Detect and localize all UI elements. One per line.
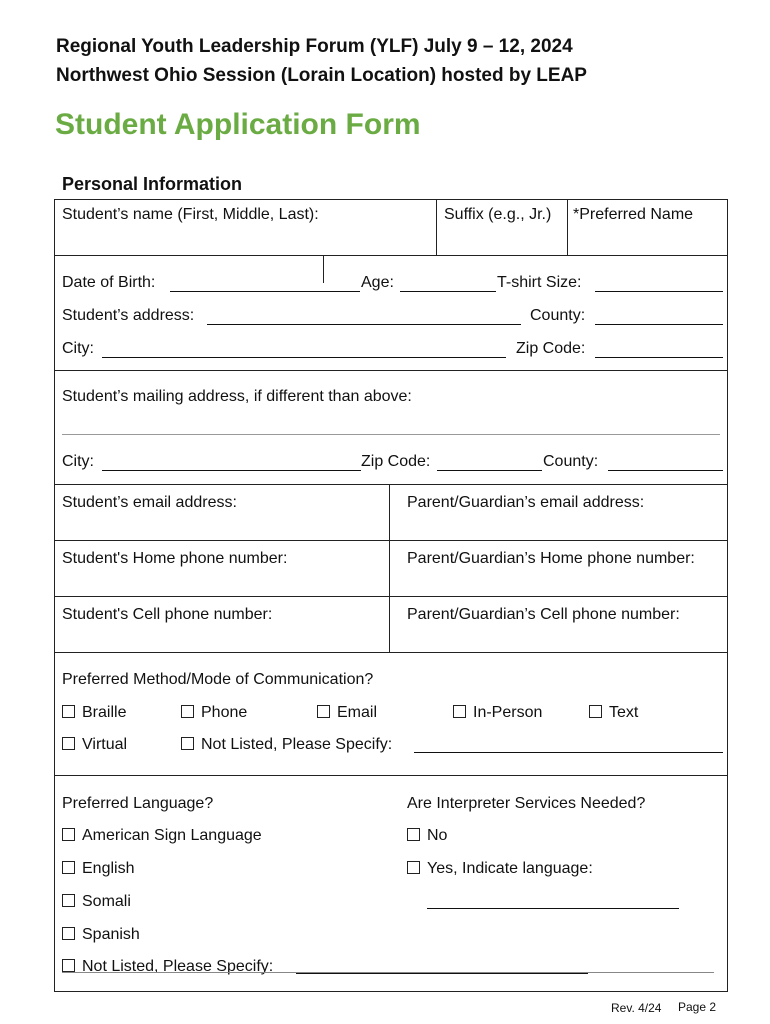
option-label: Yes, Indicate language:: [427, 860, 593, 877]
mailing-city-label: City:: [62, 453, 94, 470]
mailing-address-label: Student’s mailing address, if different than above:: [62, 388, 412, 405]
option-label: Phone: [201, 704, 248, 721]
section-title: Personal Information: [62, 174, 243, 194]
mailing-city-field[interactable]: [102, 470, 361, 471]
language-spanish[interactable]: [62, 926, 140, 944]
mailing-zip-field[interactable]: [437, 470, 542, 471]
option-email[interactable]: [317, 704, 377, 722]
option-text[interactable]: [589, 704, 638, 722]
row-divider: [54, 255, 727, 256]
county-label: County:: [530, 307, 586, 324]
checkbox[interactable]: [62, 828, 75, 841]
checkbox[interactable]: [181, 737, 194, 750]
tshirt-label: T-shirt Size:: [497, 274, 582, 291]
row-divider: [54, 540, 727, 541]
county-field[interactable]: [595, 324, 723, 325]
option-label: Not Listed, Please Specify:: [82, 958, 274, 975]
checkbox[interactable]: [62, 861, 75, 874]
checkbox[interactable]: [317, 705, 330, 718]
divider: [436, 199, 437, 255]
checkbox[interactable]: [62, 927, 75, 940]
communication-question: Preferred Method/Mode of Communication?: [62, 671, 374, 688]
option-virtual[interactable]: [62, 736, 127, 754]
interpreter-question: Are Interpreter Services Needed?: [407, 795, 646, 812]
language-asl[interactable]: [62, 827, 262, 845]
dob-field[interactable]: [170, 291, 360, 292]
checkbox[interactable]: [62, 705, 75, 718]
city-label: City:: [62, 340, 94, 357]
student-cell-phone-label: Student's Cell phone number:: [62, 606, 273, 623]
mailing-county-label: County:: [543, 453, 599, 470]
language-question: Preferred Language?: [62, 795, 214, 812]
row-divider: [54, 484, 727, 485]
option-label: No: [427, 827, 448, 844]
communication-specify-field[interactable]: [414, 752, 723, 753]
interpreter-yes[interactable]: [407, 860, 593, 878]
checkbox[interactable]: [62, 959, 75, 972]
interpreter-no[interactable]: [407, 827, 447, 845]
option-label: Virtual: [82, 736, 128, 753]
dob-label: Date of Birth:: [62, 274, 156, 291]
mailing-address-field[interactable]: [62, 434, 720, 435]
mailing-county-field[interactable]: [608, 470, 723, 471]
address-label: Student’s address:: [62, 307, 195, 324]
language-not-listed[interactable]: [62, 958, 273, 976]
row-divider: [54, 775, 727, 776]
row-divider: [54, 370, 727, 371]
option-in-person[interactable]: [453, 704, 542, 722]
option-not-listed[interactable]: [181, 736, 392, 754]
student-name-label: Student’s name (First, Middle, Last):: [62, 206, 319, 223]
option-label: Spanish: [82, 926, 140, 943]
tshirt-field[interactable]: [595, 291, 723, 292]
divider: [323, 255, 324, 283]
option-label: Not Listed, Please Specify:: [201, 736, 393, 753]
divider: [567, 199, 568, 255]
language-specify-field[interactable]: [296, 973, 588, 974]
zip-label: Zip Code:: [516, 340, 586, 357]
option-braille[interactable]: [62, 704, 126, 722]
option-label: American Sign Language: [82, 827, 262, 844]
address-field[interactable]: [207, 324, 521, 325]
checkbox[interactable]: [181, 705, 194, 718]
preferred-name-label: *Preferred Name: [573, 206, 694, 223]
parent-cell-phone-label: Parent/Guardian’s Cell phone number:: [407, 606, 680, 623]
option-label: In-Person: [473, 704, 543, 721]
student-email-label: Student’s email address:: [62, 494, 237, 511]
row-divider: [54, 652, 727, 653]
header-line-2: Northwest Ohio Session (Lorain Location) hosted by LEAP: [56, 65, 587, 86]
option-phone[interactable]: [181, 704, 247, 722]
header-line-1: Regional Youth Leadership Forum (YLF) July 9 – 12, 2024: [56, 36, 573, 57]
checkbox[interactable]: [453, 705, 466, 718]
interpreter-language-field[interactable]: [427, 908, 679, 909]
form-title: Student Application Form: [55, 108, 421, 141]
row-divider: [54, 596, 727, 597]
parent-home-phone-label: Parent/Guardian’s Home phone number:: [407, 550, 695, 567]
checkbox[interactable]: [407, 861, 420, 874]
option-label: Email: [337, 704, 378, 721]
age-field[interactable]: [400, 291, 496, 292]
language-underline: [62, 972, 714, 973]
option-label: Text: [609, 704, 639, 721]
checkbox[interactable]: [62, 737, 75, 750]
student-home-phone-label: Student's Home phone number:: [62, 550, 288, 567]
option-label: Braille: [82, 704, 127, 721]
checkbox[interactable]: [589, 705, 602, 718]
revision-label: Rev. 4/24: [611, 1001, 662, 1015]
language-english[interactable]: [62, 860, 134, 878]
option-label: English: [82, 860, 135, 877]
page-number: Page 2: [678, 1000, 717, 1014]
parent-email-label: Parent/Guardian’s email address:: [407, 494, 645, 511]
city-field[interactable]: [102, 357, 506, 358]
zip-field[interactable]: [595, 357, 723, 358]
age-label: Age:: [361, 274, 394, 291]
language-somali[interactable]: [62, 893, 131, 911]
option-label: Somali: [82, 893, 131, 910]
checkbox[interactable]: [407, 828, 420, 841]
mailing-zip-label: Zip Code:: [361, 453, 431, 470]
checkbox[interactable]: [62, 894, 75, 907]
suffix-label: Suffix (e.g., Jr.): [444, 206, 552, 223]
divider: [389, 484, 390, 652]
